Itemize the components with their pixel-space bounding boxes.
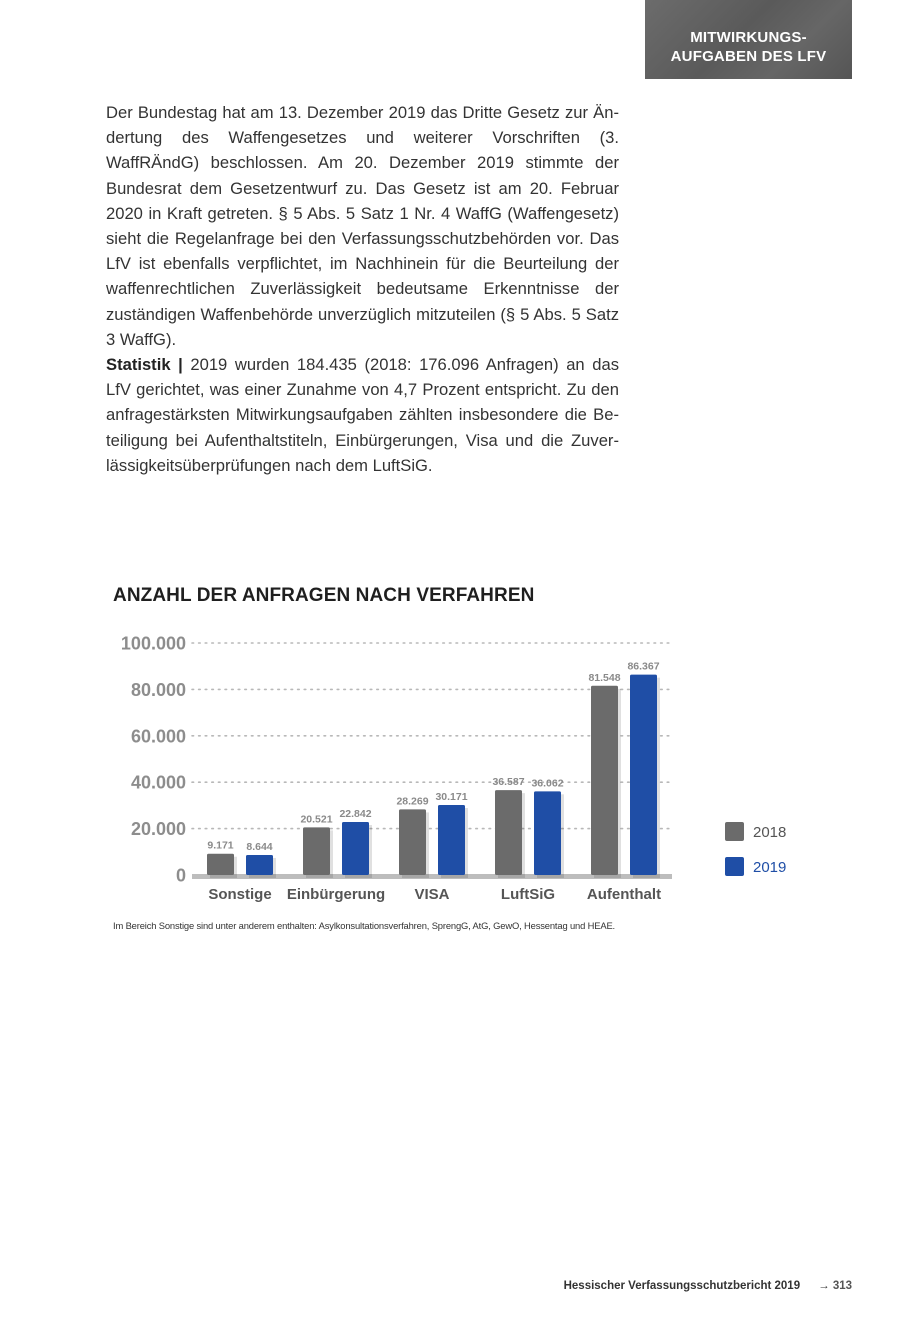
bar-2019-luftsig	[534, 791, 561, 875]
data-label: 9.171	[207, 839, 234, 852]
data-label: 8.644	[246, 840, 273, 853]
legend-swatch	[725, 822, 744, 841]
data-label: 86.367	[627, 660, 660, 673]
chart-title: ANZAHL DER ANFRAGEN NACH VERFAHREN	[113, 585, 535, 606]
y-tick-label: 60.000	[130, 726, 186, 747]
chapter-tab-line1: MITWIRKUNGS-	[690, 29, 807, 46]
y-tick-label: 40.000	[130, 772, 186, 793]
bar-2019-einbürgerung	[342, 822, 369, 875]
legend-label: 2018	[753, 824, 787, 841]
statistics-label: Statistik |	[106, 355, 183, 374]
data-label: 22.842	[339, 808, 372, 821]
page-footer	[564, 1280, 852, 1292]
data-label: 30.171	[435, 791, 468, 804]
y-tick-label: 100.000	[120, 633, 186, 654]
x-tick-label: Einbürgerung	[286, 886, 386, 903]
chapter-tab-line2: AUFGABEN DES LFV	[670, 48, 827, 65]
data-label: 36.587	[492, 776, 525, 789]
chart-footnote: Im Bereich Sonstige sind unter anderem enthalten: Asylkonsultationsverfahren, SprengG, AtG, GewO, Hessentag und HEAE.	[113, 920, 616, 931]
bar-2019-sonstige	[246, 855, 273, 875]
page-number: 313	[832, 1280, 852, 1292]
publication-title: Hessischer Verfassungsschutzbericht 2019	[563, 1280, 801, 1292]
legend-label: 2019	[753, 859, 787, 876]
x-tick-label: VISA	[414, 886, 450, 903]
y-tick-label: 0	[175, 865, 186, 886]
legend-swatch	[725, 857, 744, 876]
bar-2019-aufenthalt	[630, 675, 657, 875]
arrow-right-icon: →	[818, 1280, 830, 1292]
chapter-tab	[645, 0, 852, 79]
y-tick-label: 20.000	[130, 819, 186, 840]
data-label: 20.521	[300, 813, 333, 826]
x-tick-label: Aufenthalt	[586, 886, 662, 903]
bar-2019-visa	[438, 805, 465, 875]
page-number-group	[818, 1280, 852, 1292]
bar-2018-einbürgerung	[303, 827, 330, 875]
data-label: 81.548	[588, 671, 621, 684]
data-label: 36.062	[531, 777, 564, 790]
bar-2018-aufenthalt	[591, 686, 618, 875]
intro-paragraph: Der Bundestag hat am 13. Dezember 2019 das Dritte Gesetz zur Ändertung des Waffengesetzes und weiterer Vorschriften (3. WaffRÄndG) beschlossen. Am 20. Dezember 2019 stimmte der Bundesrat dem Gesetzentwurf zu. Das Gesetz ist am 20. Februar 2020 in Kraft getreten. § 5 Abs. 5 Satz 1 Nr. 4 WaffG (Waffengesetz) sieht die Regelanfrage bei den Verfassungsschutzbehörden vor. Das LfV ist ebenfalls verpflichtet, im Nachhinein für die Beurteilung der waffenrechtlichen Zuverlässigkeit bedeutsame Erkenntnisse der zuständigen Waffenbehörde unverzüglich mitzuteilen (§ 5 Abs. 5 Satz 3 WaffG).	[106, 103, 619, 349]
data-label: 28.269	[396, 795, 429, 808]
bar-2018-visa	[399, 809, 426, 875]
bar-2018-sonstige	[207, 854, 234, 875]
statistics-paragraph	[106, 352, 619, 478]
statistics-text: 2019 wurden 184.435 (2018: 176.096 Anfragen) an das LfV gerichtet, was einer Zunahme von 4,7 Prozent entspricht. Zu den anfragestärksten Mitwirkungsaufgaben zählten insbesondere die Beteiligung bei Aufenthaltstiteln, Einbürgerungen, Visa und die Zuverlässigkeitsüberprüfungen nach dem LuftSiG.	[106, 355, 619, 475]
y-tick-label: 80.000	[130, 679, 186, 700]
bar-2018-luftsig	[495, 790, 522, 875]
x-tick-label: LuftSiG	[500, 886, 556, 903]
bar-chart	[100, 625, 820, 910]
x-tick-label: Sonstige	[208, 886, 272, 903]
